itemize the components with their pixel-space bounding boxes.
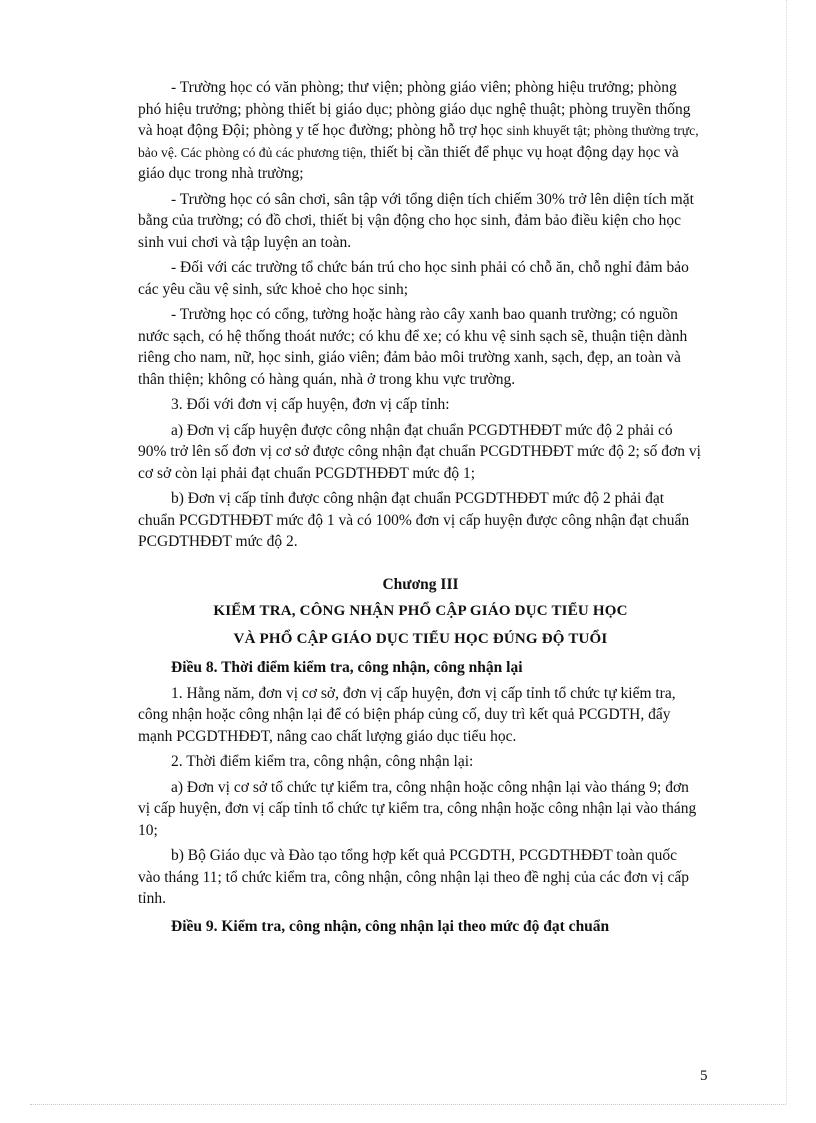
article-8-paragraph-2a: a) Đơn vị cơ sở tổ chức tự kiểm tra, công nhận hoặc công nhận lại vào tháng 9; đơn vị cấp huyện, đơn vị cấp tỉnh tổ chức tự kiểm tra, công nhận hoặc công nhận lại vào tháng 10;: [138, 778, 697, 839]
article-8-paragraph-2b: b) Bộ Giáo dục và Đào tạo tổng hợp kết quả PCGDTH, PCGDTHĐĐT toàn quốc vào tháng 11; tổ chức kiểm tra, công nhận, công nhận lại theo đề nghị của các đơn vị cấp tỉnh.: [138, 847, 690, 907]
page-bottom-border: [30, 1104, 786, 1105]
paragraph-district-criteria: a) Đơn vị cấp huyện được công nhận đạt chuẩn PCGDTHĐĐT mức độ 2 phải có 90% trở lên số đơn vị cơ sở được công nhận đạt chuẩn PCGDTHĐĐT mức độ 2; số đơn vị cơ sở còn lại phải đạt chuẩn PCGDTHĐĐT mức độ 1;: [138, 421, 701, 482]
paragraph-gate: - Trường học có cổng, tường hoặc hàng rào cây xanh bao quanh trường; có nguồn nước sạch, có hệ thống thoát nước; có khu để xe; có khu vệ sinh sạch sẽ, thuận tiện dành riêng cho nam, nữ, học sinh, giáo viên; đảm bảo môi trường xanh, sạch, đẹp, an toàn và thân thiện; không có hàng quán, nhà ở trong khu vực trường.: [138, 306, 688, 388]
chapter-title-line2: VÀ PHỔ CẬP GIÁO DỤC TIỂU HỌC ĐÚNG ĐỘ TUỔI: [233, 630, 608, 647]
paragraph-facilities-line3: thiết bị cần thiết để phục vụ hoạt động dạy học và giáo dục trong nhà trường;: [138, 143, 679, 182]
paragraph-facilities: [138, 77, 703, 185]
paragraph-facilities-line2: sinh khuyết tật; phòng thường trực, bảo vệ. Các phòng có đủ các phương tiện,: [138, 123, 699, 160]
document-page: [138, 77, 703, 942]
article-8-paragraph-1: 1. Hằng năm, đơn vị cơ sở, đơn vị cấp huyện, đơn vị cấp tỉnh tổ chức tự kiểm tra, công nhận hoặc công nhận lại để có biện pháp củng cố, duy trì kết quả PCGDTH, đẩy mạnh PCGDTHĐĐT, nâng cao chất lượng giáo dục tiểu học.: [138, 684, 676, 745]
paragraph-playground: - Trường học có sân chơi, sân tập với tổng diện tích chiếm 30% trở lên diện tích mặt bằng của trường; có đồ chơi, thiết bị vận động cho học sinh, đảm bảo điều kiện cho học sinh vui chơi và tập luyện an toàn.: [138, 190, 694, 251]
paragraph-province-criteria: b) Đơn vị cấp tỉnh được công nhận đạt chuẩn PCGDTHĐĐT mức độ 2 phải đạt chuẩn PCGDTHĐĐT mức độ 1 và có 100% đơn vị cấp huyện được công nhận đạt chuẩn PCGDTHĐĐT mức độ 2.: [138, 490, 690, 550]
article-8-paragraph-2: 2. Thời điểm kiểm tra, công nhận, công nhận lại:: [171, 753, 474, 770]
article-9-heading: Điều 9. Kiểm tra, công nhận, công nhận lại theo mức độ đạt chuẩn: [171, 917, 610, 935]
paragraph-district-province: 3. Đối với đơn vị cấp huyện, đơn vị cấp tỉnh:: [171, 396, 450, 413]
chapter-label: Chương III: [382, 575, 459, 593]
article-8-heading: Điều 8. Thời điểm kiểm tra, công nhận, công nhận lại: [171, 658, 523, 676]
page-number: 5: [700, 1068, 708, 1084]
chapter-title-line1: KIỂM TRA, CÔNG NHẬN PHỔ CẬP GIÁO DỤC TIỂU HỌC: [213, 602, 628, 619]
paragraph-boarding: - Đối với các trường tổ chức bán trú cho học sinh phải có chỗ ăn, chỗ nghỉ đảm bảo các yêu cầu vệ sinh, sức khoẻ cho học sinh;: [138, 259, 689, 298]
page-right-border: [786, 0, 787, 1104]
paragraph-facilities-line1: - Trường học có văn phòng; thư viện; phòng giáo viên; phòng hiệu trưởng; phòng phó hiệu trưởng; phòng thiết bị giáo dục; phòng giáo dục nghệ thuật; phòng truyền thống và hoạt động Đội; phòng y tế học đường; phòng hỗ trợ học: [138, 79, 691, 139]
